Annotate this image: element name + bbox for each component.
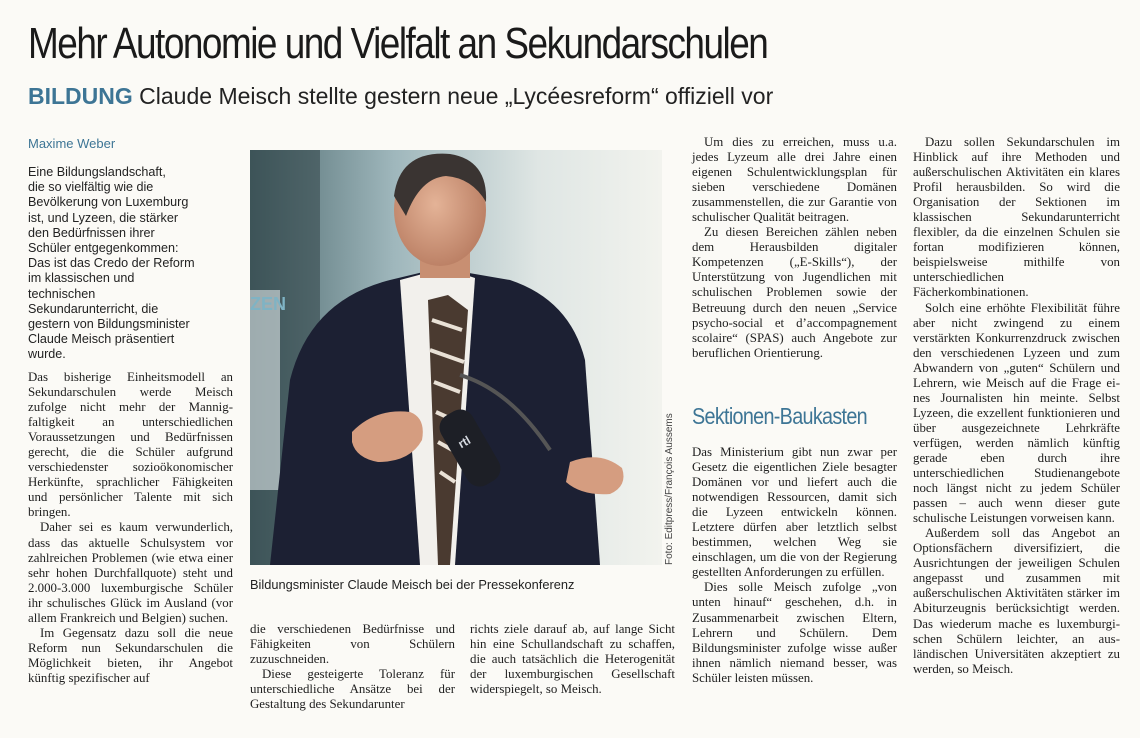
- body-paragraph: Dies solle Meisch zufolge „von unten hinauf“ geschehen, d.h. in Zusammenarbeit zwischen Eltern, Lehrern und Schülern. Dem Bildungsminister zufolge wisse außer ihnen nämlich niemand besser, was Schüler leisten müssen.: [692, 580, 897, 685]
- column-1-text: [28, 370, 233, 686]
- byline: Maxime Weber: [28, 136, 116, 151]
- body-paragraph: die verschiedenen Bedürfnisse und Fähigkeiten von Schülern zuzuschneiden.: [250, 622, 455, 667]
- body-paragraph: Im Gegensatz dazu soll die neue Reform nun Sekundarschulen die Möglichkeit bieten, ihr Angebot künftig spezifischer auf: [28, 625, 233, 685]
- column-4-text: [692, 135, 897, 361]
- body-paragraph: Zu diesen Bereichen zählen neben dem Herausbilden digitaler Kompetenzen („E-Skills“), der Unterstützung von Jugendlichen mit schulischen Problemen sowie der Betreuung durch den neuen „Service psycho-social et d’accompagnement scolaire“ (SPAS) auch Angebote zur beruflichen Orientierung.: [692, 225, 897, 360]
- section-subheading: Sektionen-Baukasten: [692, 403, 867, 429]
- body-paragraph: Diese gesteigerte Toleranz für unterschiedliche Ansätze bei der Gestaltung des Sekundarunter: [250, 667, 455, 712]
- banner-text: ZEN: [250, 294, 286, 314]
- photo-credit: Foto: Editpress/François Aussems: [664, 413, 675, 565]
- article-photo: [250, 150, 662, 565]
- microphone-label: rtl: [455, 433, 473, 452]
- body-paragraph: Um dies zu erreichen, muss u.a. jedes Lyzeum alle drei Jahre einen eigenen Schulentwicklungsplan für sieben verschiedene Domänen zusammenstellen, die zur Garantie von schulischer Qualität beitragen.: [692, 135, 897, 225]
- body-paragraph: Außerdem soll das Angebot an Optionsfächern diversifiziert, die Ausrichtungen der jeweiligen Schulen angepasst und zusammen mit außerschulischen Aktivitäten stärker im Abiturzeugnis berücksichtigt werden. Das wiederum mache es luxemburgischen Schülern leichter, an ausländischen Universitäten akzeptiert zu werden, so Meisch.: [913, 526, 1120, 676]
- lead-paragraph: Eine Bildungslandschaft, die so vielfältig wie die Bevölkerung von Luxemburg ist, und Lyzeen, die stärker den Bedürfnissen ihrer Schüler entgegenkommen: Das ist das Credo der Reform im klassischen und technischen Sekundarunterricht, die gestern von Bildungsminister Claude Meisch präsentiert wurde.: [28, 165, 195, 362]
- photo-minister-speaking: [250, 150, 662, 565]
- body-paragraph: richts ziele darauf ab, auf lange Sicht hin eine Schullandschaft zu schaffen, die auch tatsächlich die Heterogenität der luxemburgischen Gesellschaft widerspiegelt, so Meisch.: [470, 622, 675, 697]
- body-paragraph: Das bisherige Einheitsmodell an Sekundarschulen werde Meisch zufolge nicht mehr der Mannigfaltigkeit an unterschiedlichen Voraussetzungen und Bedürfnissen gerecht, die die Schüler aufgrund verschiedenster sozioökonomischer Herkünfte, sprachlicher Fähigkeiten und persönlicher Talente mit sich bringen.: [28, 370, 233, 520]
- column-4b-text: [692, 445, 897, 686]
- column-2-text: [250, 622, 455, 712]
- body-paragraph: Dazu sollen Sekundarschulen im Hinblick auf ihre Methoden und außerschulischen Aktivitäten ein klares Profil herausbilden. So wird die Organisation der Sektionen im klassischen Sekundarunterricht flexibler, da die einzelnen Schulen sie fortan modifizieren können, beispielsweise mithilfe von unterschiedlichen Fächerkombinationen.: [913, 135, 1120, 300]
- headline: Mehr Autonomie und Vielfalt an Sekundarschulen: [28, 19, 768, 68]
- body-paragraph: Daher sei es kaum verwunderlich, dass das aktuelle Schulsystem vor zahlreichen Problemen (wie etwa einer sehr hohen Durchfallquote) steht und 2.000-3.000 luxemburgische Schüler ihr schulisches Glück im Ausland (vor allem Frankreich und Belgien) suchen.: [28, 520, 233, 625]
- body-paragraph: Das Ministerium gibt nun zwar per Gesetz die eigentlichen Ziele besagter Domänen vor und liefert auch die notwendigen Ressourcen, damit sich die Lyzeen entwickeln können. Letztere dürfen aber letztlich selbst bestimmen, welchen Weg sie einschlagen, um die von der Regierung gestellten Anforderungen zu erfüllen.: [692, 445, 897, 580]
- subtitle: Claude Meisch stellte gestern neue „Lycéesreform“ offiziell vor: [139, 83, 774, 109]
- body-paragraph: Solch eine erhöhte Flexibilität führe aber nicht zwingend zu einem verstärkten Konkurrenzdruck zwischen den verschiedenen Lyzeen und zum Abwandern von „guten“ Schülern und Lehrern, wie Meisch auf die Frage eines Journalisten hin meinte. Selbst Lyzeen, die exzellent funktionieren und über ausgezeichnete Lehrkräfte verfügen, werden nämlich künftig gerade eben durch ihre unterschiedlichen Studienangebote noch längst nicht zu jedem Schüler passen – auch wenn dieser gute schulische Leistungen vorweisen kann.: [913, 300, 1120, 526]
- column-5-text: [913, 135, 1120, 677]
- photo-caption: Bildungsminister Claude Meisch bei der Pressekonferenz: [250, 577, 575, 592]
- section-kicker: BILDUNG: [28, 83, 133, 109]
- column-3-text: [470, 622, 675, 697]
- subtitle-line: [28, 81, 773, 111]
